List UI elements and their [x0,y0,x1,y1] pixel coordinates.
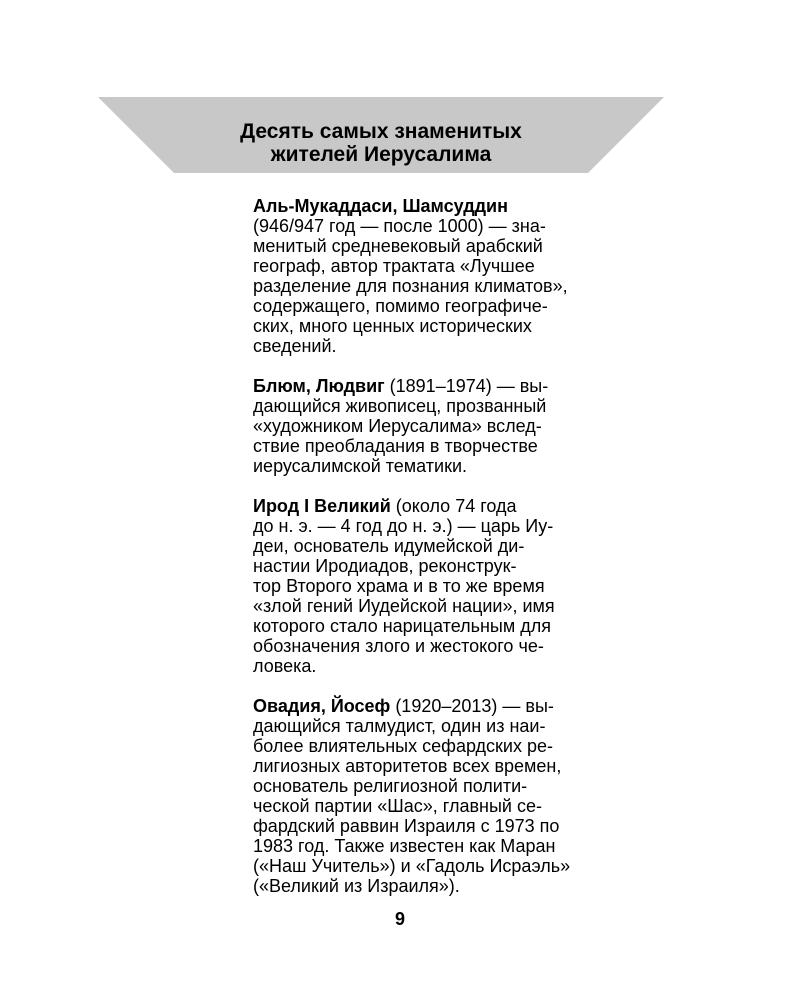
entry-line: ствие преобладания в творчестве [253,436,538,456]
entry-line [253,376,673,396]
entry-line: ческой партии «Шас», главный се- [253,796,542,816]
entry-line: ловека. [253,656,317,676]
entry-line: ских, много ценных исторических [253,316,532,336]
entry-name: Овадия, Йосеф [253,696,391,716]
entry-line: деи, основатель идумейской ди- [253,536,525,556]
entry-line: более влиятельных сефардских ре- [253,736,553,756]
entry-line: (946/947 год — после 1000) — зна- [253,216,546,236]
entry-line: фардский раввин Израиля с 1973 по [253,816,560,836]
title-banner [98,97,664,173]
entry-al-mukaddasi [253,196,673,356]
entry-line: иерусалимской тематики. [253,456,468,476]
entry-line: обозначения злого и жестокого че- [253,636,544,656]
entry-line: до н. э. — 4 год до н. э.) — царь Иу- [253,516,554,536]
entry-line [253,696,673,716]
entry-line: которого стало нарицательным для [253,616,552,636]
entry-line: сведений. [253,336,337,356]
entry-text: (1891–1974) — вы- [384,376,549,396]
entry-line: «злой гений Иудейской нации», имя [253,596,555,616]
entry-line: менитый средневековый арабский [253,236,543,256]
entry-line: 1983 год. Также известен как Маран [253,836,556,856]
page-title [98,120,664,166]
entries-list [253,196,673,916]
entry-line: «художником Иерусалима» вслед- [253,416,542,436]
entry-line: разделение для познания климатов», [253,276,568,296]
entry-name: Аль-Мукаддаси, Шамсуддин [253,196,508,216]
page-number: 9 [394,909,405,929]
entry-line: («Наш Учитель») и «Гадоль Исраэль» [253,856,571,876]
entry-line [253,496,673,516]
entry-line: тор Второго храма и в то же время [253,576,545,596]
entry-line: лигиозных авторитетов всех времен, [253,756,562,776]
entry-herod [253,496,673,676]
entry-text: (около 74 года [390,496,517,516]
entry-line: («Великий из Израиля»). [253,876,460,896]
entry-name: Ирод I Великий [253,496,391,516]
entry-line: географ, автор трактата «Лучшее [253,256,535,276]
page-title-line-2: жителей Иерусалима [270,143,492,166]
entry-line: дающийся талмудист, один из наи- [253,716,546,736]
entry-text: (1920–2013) — вы- [390,696,554,716]
entry-line: дающийся живописец, прозванный [253,396,547,416]
entry-line: содержащего, помимо географиче- [253,296,548,316]
entry-ovadia [253,696,673,896]
page-title-line-1: Десять самых знаменитых [240,120,522,143]
entry-name: Блюм, Людвиг [253,376,385,396]
entry-line: основатель религиозной полити- [253,776,528,796]
entry-blum [253,376,673,476]
entry-line: настии Иродиадов, реконструк- [253,556,517,576]
entry-line [253,196,673,216]
